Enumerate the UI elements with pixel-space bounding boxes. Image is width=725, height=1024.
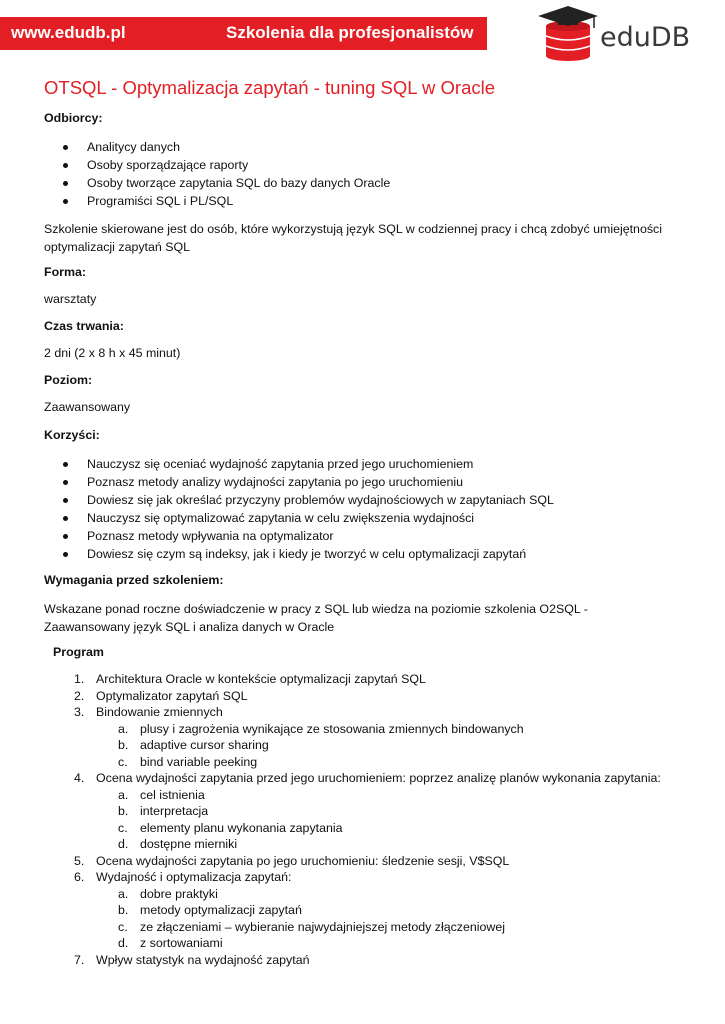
list-item: Poznasz metody wpływania na optymalizator: [44, 527, 554, 545]
header-banner: [0, 17, 487, 50]
odbiorcy-heading: Odbiorcy:: [44, 111, 103, 125]
odbiorcy-description: Szkolenie skierowane jest do osób, które wykorzystują język SQL w codziennej pracy i chcą zdobyć umiejętności optymalizacji zapytań SQL: [44, 222, 662, 254]
list-item: Analitycy danych: [44, 138, 390, 156]
list-item: Dowiesz się jak określać przyczyny problemów wydajnościowych w zapytaniach SQL: [44, 491, 554, 509]
poziom-value: Zaawansowany: [44, 400, 131, 414]
list-item: Programiści SQL i PL/SQL: [44, 192, 390, 210]
forma-value: warsztaty: [44, 292, 97, 306]
page-title: OTSQL - Optymalizacja zapytań - tuning SQL w Oracle: [44, 77, 496, 98]
list-item: Dowiesz się czym są indeksy, jak i kiedy je tworzyć w celu optymalizacji zapytań: [44, 545, 554, 563]
website-url[interactable]: www.edudb.pl: [11, 23, 126, 42]
bullet-icon: [63, 462, 68, 467]
odbiorcy-list: [44, 138, 390, 210]
czas-value: 2 dni (2 x 8 h x 45 minut): [44, 346, 181, 360]
list-item: Poznasz metody analizy wydajności zapytania po jego uruchomieniu: [44, 473, 554, 491]
bullet-icon: [63, 145, 68, 150]
bullet-icon: [63, 534, 68, 539]
bullet-icon: [63, 480, 68, 485]
korzysci-list: [44, 455, 554, 563]
wymagania-heading: Wymagania przed szkoleniem:: [44, 573, 224, 587]
korzysci-heading: Korzyści:: [44, 428, 100, 442]
bullet-icon: [63, 181, 68, 186]
list-item: Osoby tworzące zapytania SQL do bazy danych Oracle: [44, 174, 390, 192]
bullet-icon: [63, 163, 68, 168]
program-heading: Program: [53, 645, 104, 659]
logo-text: eduDB: [600, 22, 691, 53]
header-tagline: Szkolenia dla profesjonalistów: [226, 23, 474, 42]
bullet-icon: [63, 552, 68, 557]
czas-heading: Czas trwania:: [44, 319, 124, 333]
list-item: Osoby sporządzające raporty: [44, 156, 390, 174]
bullet-icon: [63, 199, 68, 204]
list-item: Nauczysz się oceniać wydajność zapytania przed jego uruchomieniem: [44, 455, 554, 473]
list-item: Nauczysz się optymalizować zapytania w celu zwiększenia wydajności: [44, 509, 554, 527]
wymagania-text: Wskazane ponad roczne doświadczenie w pracy z SQL lub wiedza na poziomie szkolenia O2SQL - Zaawansowany język SQL i analiza danych w Oracle: [44, 602, 588, 634]
bullet-icon: [63, 498, 68, 503]
poziom-heading: Poziom:: [44, 373, 93, 387]
bullet-icon: [63, 516, 68, 521]
forma-heading: Forma:: [44, 265, 86, 279]
